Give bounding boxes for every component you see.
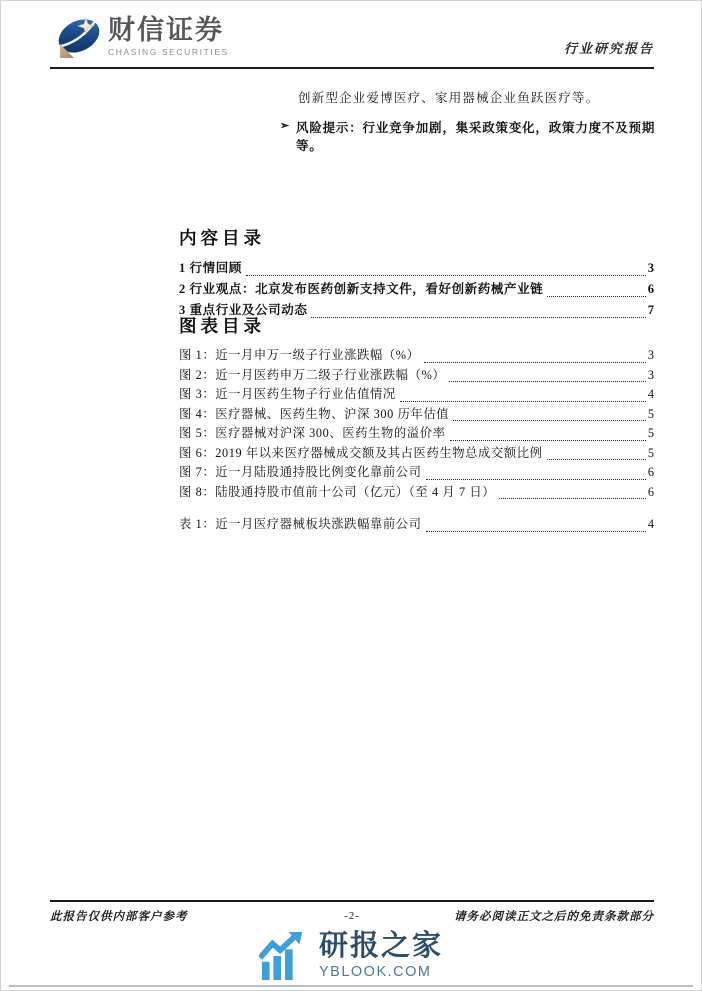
dot-leader — [424, 362, 646, 363]
watermark-site-link[interactable]: YBLOOK.COM — [318, 964, 432, 980]
dot-leader — [547, 296, 645, 297]
risk-note — [280, 118, 661, 154]
contents-title: 内容目录 — [179, 228, 265, 248]
dot-leader — [400, 401, 646, 402]
figure-entry[interactable] — [179, 346, 654, 366]
page-header — [56, 14, 654, 59]
footer-divider — [50, 900, 654, 902]
toc-entry-label: 3 重点行业及公司动态 — [179, 303, 308, 317]
dot-leader — [499, 498, 646, 499]
watermark-banner — [1, 932, 701, 980]
brand — [56, 14, 229, 59]
toc-entry[interactable] — [179, 258, 654, 279]
figure-entry-page: 6 — [647, 465, 654, 479]
figure-entry-label: 图 4：医疗器械、医药生物、沪深 300 历年估值 — [179, 406, 450, 421]
toc-entry-page: 3 — [647, 261, 654, 275]
figures-section — [179, 315, 654, 535]
figure-entry-page: 6 — [647, 484, 654, 499]
dot-leader — [547, 459, 646, 460]
watermark-name: 研报之家 — [318, 930, 443, 962]
figure-entry-page: 3 — [647, 348, 654, 362]
figures-title: 图表目录 — [179, 316, 265, 336]
risk-note-text: 风险提示：行业竞争加剧，集采政策变化，政策力度不及预期等。 — [296, 121, 656, 153]
figure-entry-label: 图 3：近一月医药生物子行业估值情况 — [179, 387, 396, 401]
watermark-text — [319, 932, 443, 980]
footer-disclaimer-left: 此报告仅供内部客户参考 — [50, 911, 188, 923]
table-entry-page: 4 — [647, 517, 654, 531]
figure-entry[interactable] — [179, 463, 654, 483]
figure-entry-page: 4 — [647, 387, 654, 401]
page-footer — [50, 908, 654, 924]
report-type-label: 行业研究报告 — [563, 41, 654, 56]
summary-continuation-text: 创新型企业爱博医疗、家用器械企业鱼跃医疗等。 — [298, 91, 600, 105]
toc-entry-page: 7 — [647, 303, 654, 317]
toc-entry-label: 1 行情回顾 — [179, 261, 242, 275]
chasing-securities-logo-icon — [56, 14, 100, 59]
table-entry-label: 表 1：近一月医疗器械板块涨跌幅靠前公司 — [179, 517, 422, 531]
figure-entry-label: 图 6：2019 年以来医疗器械成交额及其占医药生物总成交额比例 — [179, 445, 543, 460]
figure-entry[interactable] — [179, 405, 654, 425]
brand-text — [108, 16, 229, 56]
figure-entry-page: 5 — [647, 445, 654, 460]
figure-entry[interactable] — [179, 424, 654, 444]
figure-entry[interactable] — [179, 444, 654, 464]
dot-leader — [426, 479, 646, 480]
bar-chart-arrow-icon — [259, 932, 309, 980]
figure-entry-page: 5 — [647, 406, 654, 421]
brand-name-en: CHASING SECURITIES — [108, 46, 229, 57]
figure-entry-label: 图 5：医疗器械对沪深 300、医药生物的溢价率 — [179, 426, 446, 440]
figure-entry-page: 3 — [647, 367, 654, 382]
dot-leader — [449, 381, 646, 382]
arrow-bullet-icon: ➢ — [280, 120, 291, 132]
page-bottom-edge — [9, 985, 693, 987]
dot-leader — [450, 440, 646, 441]
dot-leader — [426, 531, 646, 532]
figure-entry-label: 图 1：近一月申万一级子行业涨跌幅（%） — [179, 348, 420, 362]
header-divider — [50, 67, 654, 69]
toc-entry-page: 6 — [647, 282, 654, 296]
figure-entry[interactable] — [179, 366, 654, 386]
contents-section — [179, 227, 654, 321]
figure-entry-label: 图 8：陆股通持股市值前十公司（亿元）（至 4 月 7 日） — [179, 484, 496, 499]
brand-name-cn: 财信证券 — [108, 15, 224, 46]
toc-entry[interactable] — [179, 279, 654, 300]
page-number: -2- — [344, 910, 360, 922]
dot-leader — [246, 275, 646, 276]
figure-entry-page: 5 — [647, 426, 654, 440]
figure-entry-label: 图 7：近一月陆股通持股比例变化靠前公司 — [179, 465, 422, 479]
figure-entry[interactable] — [179, 483, 654, 503]
table-entry[interactable] — [179, 515, 654, 535]
figure-entry-label: 图 2：近一月医药申万二级子行业涨跌幅（%） — [179, 367, 446, 382]
toc-entry-label: 2 行业观点：北京发布医药创新支持文件，看好创新药械产业链 — [179, 282, 544, 296]
figure-entry[interactable] — [179, 385, 654, 405]
footer-disclaimer-right: 请务必阅读正文之后的免责条款部分 — [454, 911, 655, 923]
dot-leader — [453, 420, 646, 421]
